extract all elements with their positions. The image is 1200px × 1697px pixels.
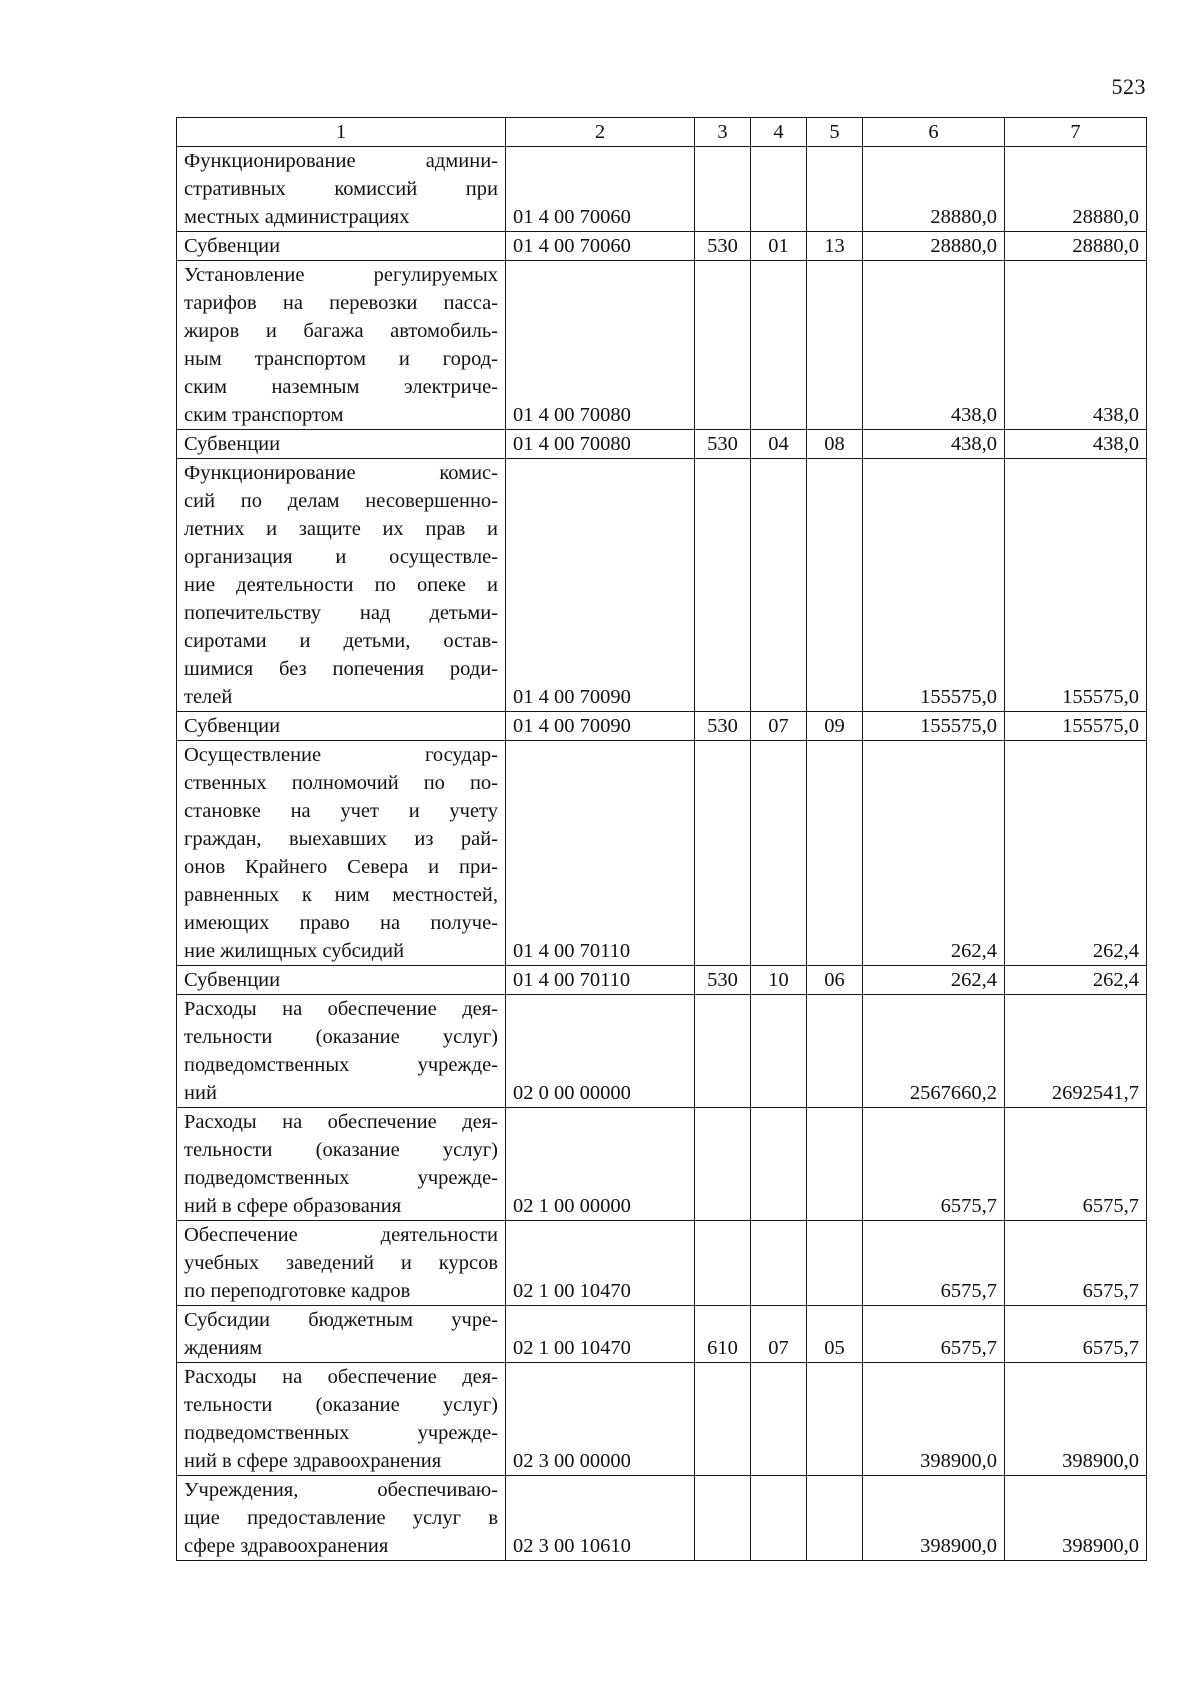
- table-row: [177, 712, 1147, 741]
- row-description: [177, 1306, 506, 1363]
- table-header: [177, 118, 1147, 147]
- amount-col6-cell: 438,0: [863, 261, 1005, 430]
- description-line: равненных к ним местностей,: [184, 884, 498, 906]
- row-description: [177, 1476, 506, 1561]
- description-line: подведомственных учрежде-: [184, 1054, 498, 1076]
- subsection-cell: [807, 459, 863, 712]
- table-row: [177, 147, 1147, 232]
- section-cell: [751, 741, 807, 966]
- description-line: граждан, выехавших из рай-: [184, 828, 498, 850]
- table-row: [177, 261, 1147, 430]
- description-line: телей: [184, 686, 233, 708]
- row-description: [177, 261, 506, 430]
- expense-type-cell: [695, 261, 751, 430]
- header-row: [177, 118, 1147, 147]
- description-line: Субсидии бюджетным учре-: [184, 1309, 498, 1331]
- expense-type-cell: [695, 147, 751, 232]
- description-line: попечительству над детьми-: [184, 602, 498, 624]
- table-row: [177, 430, 1147, 459]
- description-line: Обеспечение деятельности: [184, 1224, 498, 1246]
- budget-code-cell: 02 1 00 00000: [506, 1108, 695, 1221]
- description-line: Субвенции: [184, 433, 281, 455]
- subsection-cell: 05: [807, 1306, 863, 1363]
- description-line: Расходы на обеспечение дея-: [184, 998, 498, 1020]
- amount-col6-cell: 155575,0: [863, 459, 1005, 712]
- table-row: [177, 1221, 1147, 1306]
- row-description: [177, 147, 506, 232]
- description-line: подведомственных учрежде-: [184, 1167, 498, 1189]
- description-line: подведомственных учрежде-: [184, 1422, 498, 1444]
- section-cell: 07: [751, 1306, 807, 1363]
- amount-col7-cell: 6575,7: [1005, 1221, 1147, 1306]
- row-description: [177, 1108, 506, 1221]
- description-line: Расходы на обеспечение дея-: [184, 1366, 498, 1388]
- description-line: тельности (оказание услуг): [184, 1026, 498, 1048]
- budget-code-cell: 02 1 00 10470: [506, 1306, 695, 1363]
- section-cell: [751, 995, 807, 1108]
- description-line: жиров и багажа автомобиль-: [184, 320, 498, 342]
- amount-col7-cell: 155575,0: [1005, 459, 1147, 712]
- column-header-5: 5: [807, 118, 863, 147]
- amount-col6-cell: 438,0: [863, 430, 1005, 459]
- description-line: по переподготовке кадров: [184, 1280, 411, 1302]
- description-line: стративных комиссий при: [184, 178, 498, 200]
- description-line: местных администрациях: [184, 206, 410, 228]
- expense-type-cell: 530: [695, 712, 751, 741]
- column-header-7: 7: [1005, 118, 1147, 147]
- description-line: ским наземным электриче-: [184, 376, 498, 398]
- budget-code-cell: 01 4 00 70080: [506, 261, 695, 430]
- expense-type-cell: [695, 459, 751, 712]
- expense-type-cell: 530: [695, 430, 751, 459]
- subsection-cell: [807, 741, 863, 966]
- amount-col7-cell: 2692541,7: [1005, 995, 1147, 1108]
- description-line: летних и защите их прав и: [184, 518, 498, 540]
- subsection-cell: [807, 1476, 863, 1561]
- section-cell: 07: [751, 712, 807, 741]
- table-row: [177, 459, 1147, 712]
- description-line: ственных полномочий по по-: [184, 772, 498, 794]
- expense-type-cell: [695, 1476, 751, 1561]
- amount-col6-cell: 6575,7: [863, 1108, 1005, 1221]
- table-row: [177, 1108, 1147, 1221]
- row-description: [177, 459, 506, 712]
- section-cell: [751, 147, 807, 232]
- row-description: [177, 995, 506, 1108]
- row-description: [177, 741, 506, 966]
- amount-col6-cell: 28880,0: [863, 232, 1005, 261]
- column-header-6: 6: [863, 118, 1005, 147]
- section-cell: [751, 1363, 807, 1476]
- description-line: ние жилищных субсидий: [184, 940, 405, 962]
- amount-col7-cell: 262,4: [1005, 741, 1147, 966]
- section-cell: 10: [751, 966, 807, 995]
- expense-type-cell: [695, 1108, 751, 1221]
- expense-type-cell: [695, 1363, 751, 1476]
- expense-type-cell: [695, 995, 751, 1108]
- budget-code-cell: 01 4 00 70080: [506, 430, 695, 459]
- description-line: онов Крайнего Севера и при-: [184, 856, 498, 878]
- subsection-cell: 06: [807, 966, 863, 995]
- row-description: [177, 966, 506, 995]
- column-header-3: 3: [695, 118, 751, 147]
- budget-code-cell: 01 4 00 70090: [506, 712, 695, 741]
- row-description: [177, 1221, 506, 1306]
- section-cell: [751, 459, 807, 712]
- expense-type-cell: [695, 1221, 751, 1306]
- subsection-cell: [807, 147, 863, 232]
- amount-col6-cell: 398900,0: [863, 1476, 1005, 1561]
- amount-col7-cell: 155575,0: [1005, 712, 1147, 741]
- description-line: ний: [184, 1082, 217, 1104]
- description-line: Расходы на обеспечение дея-: [184, 1111, 498, 1133]
- amount-col7-cell: 438,0: [1005, 430, 1147, 459]
- budget-code-cell: 02 3 00 10610: [506, 1476, 695, 1561]
- table-row: [177, 995, 1147, 1108]
- expense-type-cell: 530: [695, 966, 751, 995]
- description-line: сфере здравоохранения: [184, 1535, 389, 1557]
- budget-code-cell: 01 4 00 70110: [506, 741, 695, 966]
- description-line: ний в сфере образования: [184, 1195, 402, 1217]
- expense-type-cell: [695, 741, 751, 966]
- description-line: организация и осуществле-: [184, 546, 498, 568]
- page-number: 523: [1111, 74, 1146, 99]
- amount-col7-cell: 398900,0: [1005, 1363, 1147, 1476]
- budget-code-cell: 01 4 00 70090: [506, 459, 695, 712]
- description-line: Осуществление государ-: [184, 744, 498, 766]
- table-row: [177, 1363, 1147, 1476]
- description-line: щие предоставление услуг в: [184, 1507, 498, 1529]
- table-row: [177, 1306, 1147, 1363]
- budget-code-cell: 02 0 00 00000: [506, 995, 695, 1108]
- budget-code-cell: 02 3 00 00000: [506, 1363, 695, 1476]
- row-description: [177, 232, 506, 261]
- column-header-1: 1: [177, 118, 506, 147]
- description-line: учебных заведений и курсов: [184, 1252, 498, 1274]
- table-row: [177, 741, 1147, 966]
- description-line: Функционирование админи-: [184, 150, 498, 172]
- subsection-cell: 08: [807, 430, 863, 459]
- description-line: шимися без попечения роди-: [184, 658, 498, 680]
- amount-col7-cell: 6575,7: [1005, 1306, 1147, 1363]
- amount-col6-cell: 398900,0: [863, 1363, 1005, 1476]
- description-line: Установление регулируемых: [184, 264, 498, 286]
- description-line: ждениям: [184, 1337, 263, 1359]
- description-line: ние деятельности по опеке и: [184, 574, 498, 596]
- table-row: [177, 966, 1147, 995]
- subsection-cell: 09: [807, 712, 863, 741]
- description-line: имеющих право на получе-: [184, 912, 498, 934]
- amount-col6-cell: 6575,7: [863, 1306, 1005, 1363]
- amount-col6-cell: 6575,7: [863, 1221, 1005, 1306]
- amount-col7-cell: 438,0: [1005, 261, 1147, 430]
- amount-col6-cell: 2567660,2: [863, 995, 1005, 1108]
- expense-type-cell: 610: [695, 1306, 751, 1363]
- table-row: [177, 232, 1147, 261]
- row-description: [177, 1363, 506, 1476]
- section-cell: [751, 1476, 807, 1561]
- description-line: ным транспортом и город-: [184, 348, 498, 370]
- amount-col6-cell: 262,4: [863, 741, 1005, 966]
- amount-col7-cell: 262,4: [1005, 966, 1147, 995]
- subsection-cell: [807, 995, 863, 1108]
- description-line: ний в сфере здравоохранения: [184, 1450, 442, 1472]
- amount-col6-cell: 28880,0: [863, 147, 1005, 232]
- column-header-4: 4: [751, 118, 807, 147]
- description-line: Субвенции: [184, 235, 281, 257]
- row-description: [177, 712, 506, 741]
- amount-col6-cell: 155575,0: [863, 712, 1005, 741]
- subsection-cell: [807, 261, 863, 430]
- expense-type-cell: 530: [695, 232, 751, 261]
- description-line: сий по делам несовершенно-: [184, 490, 498, 512]
- section-cell: 01: [751, 232, 807, 261]
- subsection-cell: 13: [807, 232, 863, 261]
- amount-col7-cell: 28880,0: [1005, 147, 1147, 232]
- table-body: [177, 147, 1147, 1561]
- description-line: становке на учет и учету: [184, 800, 498, 822]
- column-header-2: 2: [506, 118, 695, 147]
- subsection-cell: [807, 1108, 863, 1221]
- budget-code-cell: 01 4 00 70110: [506, 966, 695, 995]
- description-line: ским транспортом: [184, 404, 344, 426]
- subsection-cell: [807, 1363, 863, 1476]
- description-line: сиротами и детьми, остав-: [184, 630, 498, 652]
- amount-col7-cell: 6575,7: [1005, 1108, 1147, 1221]
- section-cell: [751, 1108, 807, 1221]
- description-line: тельности (оказание услуг): [184, 1139, 498, 1161]
- section-cell: 04: [751, 430, 807, 459]
- subsection-cell: [807, 1221, 863, 1306]
- description-line: Субвенции: [184, 969, 281, 991]
- description-line: тарифов на перевозки пасса-: [184, 292, 498, 314]
- amount-col7-cell: 398900,0: [1005, 1476, 1147, 1561]
- section-cell: [751, 1221, 807, 1306]
- budget-code-cell: 02 1 00 10470: [506, 1221, 695, 1306]
- budget-code-cell: 01 4 00 70060: [506, 232, 695, 261]
- amount-col6-cell: 262,4: [863, 966, 1005, 995]
- description-line: Субвенции: [184, 715, 281, 737]
- row-description: [177, 430, 506, 459]
- table-row: [177, 1476, 1147, 1561]
- description-line: Функционирование комис-: [184, 462, 498, 484]
- description-line: Учреждения, обеспечиваю-: [184, 1479, 498, 1501]
- budget-table: [176, 117, 1147, 1561]
- amount-col7-cell: 28880,0: [1005, 232, 1147, 261]
- description-line: тельности (оказание услуг): [184, 1394, 498, 1416]
- budget-code-cell: 01 4 00 70060: [506, 147, 695, 232]
- section-cell: [751, 261, 807, 430]
